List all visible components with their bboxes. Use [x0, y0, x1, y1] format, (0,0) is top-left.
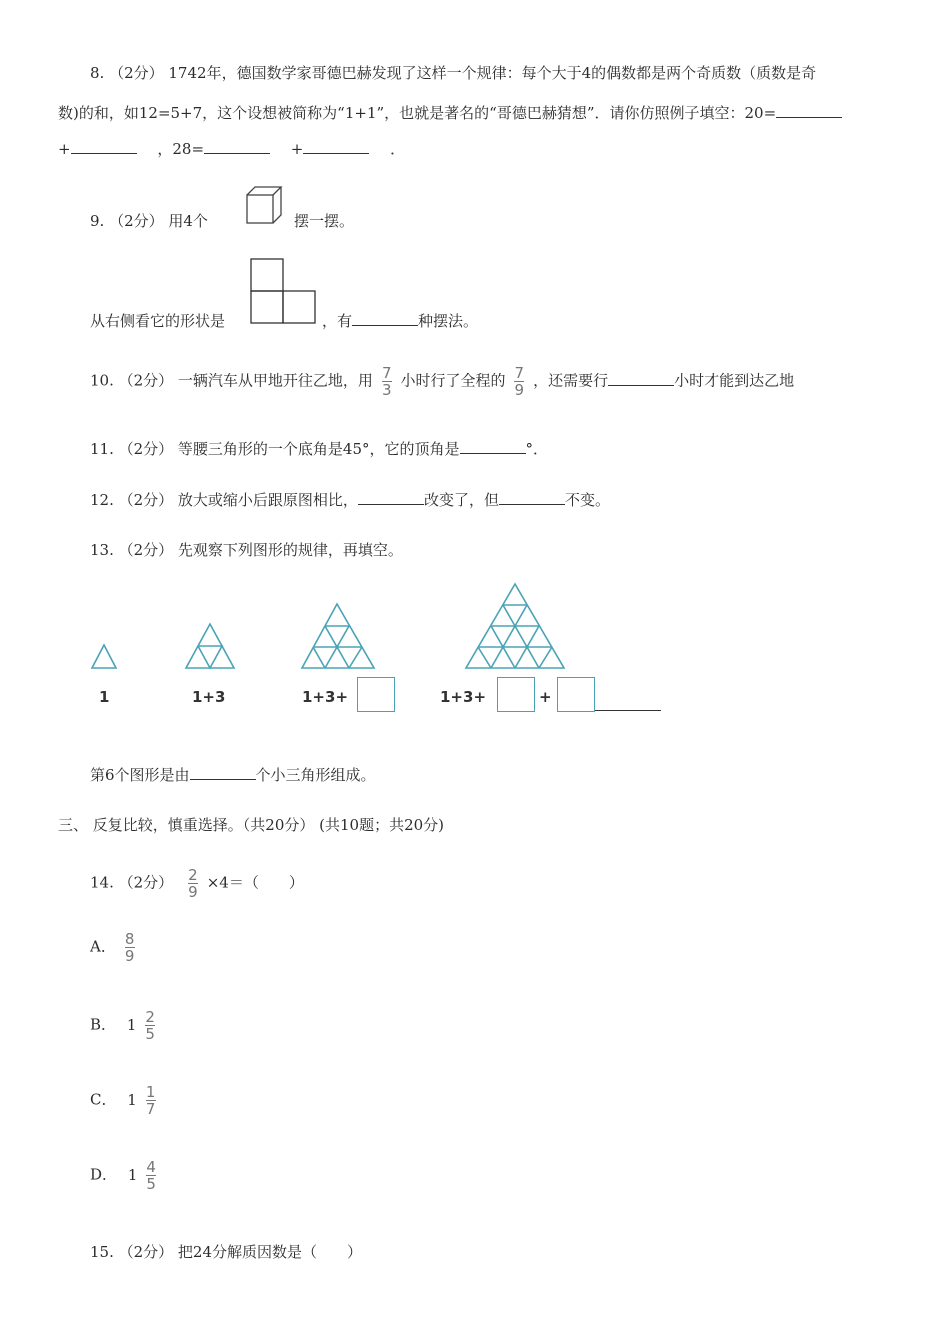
q14-suffix: ×4＝（ ）	[206, 873, 304, 892]
pattern-label-2: 1+3	[192, 688, 226, 706]
option-d-label: D．	[90, 1165, 118, 1184]
q8-blank-4[interactable]	[303, 139, 369, 154]
q8-end: ．	[390, 140, 406, 158]
q10-fraction-2: $\frac{7}{9}$	[514, 364, 525, 399]
q8-line1	[90, 62, 816, 83]
triangle-figure-1	[92, 645, 116, 668]
q14-option-d[interactable]	[90, 1160, 160, 1191]
q15-text: 15. （2分） 把24分解质因数是（ ）	[90, 1243, 363, 1261]
pattern-plus: +	[539, 688, 552, 706]
q9-line2a	[90, 310, 225, 331]
q10-blank[interactable]	[608, 371, 674, 386]
q9-line2b	[322, 310, 478, 331]
q11-text1: 11. （2分） 等腰三角形的一个底角是45°，它的顶角是	[90, 440, 460, 458]
q8-plus1: +	[58, 140, 71, 158]
option-b-fraction: $\frac{2}{5}$	[145, 1008, 155, 1043]
option-a-fraction: $\frac{8}{9}$	[124, 930, 135, 965]
triangle-figure-4	[466, 584, 564, 668]
q8-comma: ，28=	[157, 140, 205, 158]
q8-text2: 数)的和，如12=5+7，这个设想被简称为“1+1”，也就是著名的“哥德巴赫猜想”．请你仿照例子填空：20=	[58, 104, 777, 122]
q8-blank-2[interactable]	[71, 139, 137, 154]
q12-text1: 12. （2分） 放大或缩小后跟原图相比，	[90, 491, 358, 509]
option-b-label: B．	[90, 1015, 117, 1034]
q11-text2: °．	[525, 440, 549, 458]
option-b-whole: 1	[126, 1015, 137, 1034]
q10-fraction-1: $\frac{7}{3}$	[381, 364, 392, 399]
section-3-title	[58, 814, 444, 835]
option-d-whole: 1	[127, 1165, 138, 1184]
q13-blank[interactable]	[190, 765, 256, 780]
answer-box-2[interactable]	[497, 677, 535, 712]
q12-blank-2[interactable]	[499, 490, 565, 505]
triangle-figure-2	[186, 624, 234, 668]
pattern-label-3: 1+3+	[302, 688, 349, 706]
q14-fraction: $\frac{2}{9}$	[188, 866, 198, 901]
q8-line2	[58, 102, 842, 123]
option-c-fraction: $\frac{1}{7}$	[145, 1083, 156, 1118]
triangle-figure-3	[302, 604, 374, 668]
q14-option-b[interactable]	[90, 1010, 159, 1041]
q8-blank-1[interactable]	[776, 103, 842, 118]
answer-box-1[interactable]	[357, 677, 395, 712]
q10-line	[90, 366, 794, 397]
pattern-blank[interactable]	[595, 710, 661, 711]
q12-line	[90, 489, 610, 510]
answer-box-3[interactable]	[557, 677, 595, 712]
q13-line	[90, 539, 403, 560]
pattern-label-1: 1	[99, 688, 110, 706]
q9-text4: ，有	[322, 312, 353, 330]
q10-text3: ，还需要行	[533, 371, 609, 390]
q14-option-c[interactable]	[90, 1085, 160, 1116]
q9-line1b	[294, 210, 354, 231]
option-c-whole: 1	[127, 1090, 137, 1109]
triangle-pattern-figure	[0, 575, 700, 680]
q10-text2: 小时行了全程的	[400, 371, 506, 390]
q12-blank-1[interactable]	[358, 490, 424, 505]
q9-blank[interactable]	[352, 311, 418, 326]
q9-text1: 9. （2分） 用4个	[90, 212, 208, 230]
q14-option-a[interactable]	[90, 932, 139, 963]
q10-text1: 10. （2分） 一辆汽车从甲地开往乙地，用	[90, 371, 373, 390]
q14-prefix: 14. （2分）	[90, 873, 174, 892]
q9-line1	[90, 210, 208, 231]
q9-text2: 摆一摆。	[294, 212, 355, 230]
q13-text1: 13. （2分） 先观察下列图形的规律，再填空。	[90, 541, 403, 559]
q10-text4: 小时才能到达乙地	[674, 371, 795, 390]
option-a-label: A．	[90, 937, 116, 956]
pattern-label-4: 1+3+	[440, 688, 487, 706]
q13-line2	[90, 764, 376, 785]
q9-text3: 从右侧看它的形状是	[90, 312, 226, 330]
q8-text1: 8. （2分） 1742年，德国数学家哥德巴赫发现了这样一个规律：每个大于4的偶数都是两个奇质数（质数是奇	[90, 64, 817, 82]
q8-plus2: +	[290, 140, 304, 158]
q8-line3	[58, 138, 405, 159]
q12-text3: 不变。	[564, 491, 610, 509]
q11-blank[interactable]	[460, 439, 526, 454]
option-d-fraction: $\frac{4}{5}$	[146, 1158, 156, 1193]
option-c-label: C．	[90, 1090, 117, 1109]
cube-icon	[244, 184, 286, 226]
q8-blank-3[interactable]	[204, 139, 270, 154]
q9-text5: 种摆法。	[418, 312, 479, 330]
right-view-shape	[250, 258, 318, 324]
q11-line	[90, 438, 548, 459]
q13-text3: 个小三角形组成。	[255, 766, 376, 784]
q13-text2: 第6个图形是由	[90, 766, 190, 784]
q15-line	[90, 1241, 362, 1262]
q14-line	[90, 868, 304, 899]
q12-text2: 改变了，但	[423, 491, 499, 509]
section-3-title-text: 三、 反复比较，慎重选择。（共20分） (共10题；共20分)	[58, 816, 445, 834]
